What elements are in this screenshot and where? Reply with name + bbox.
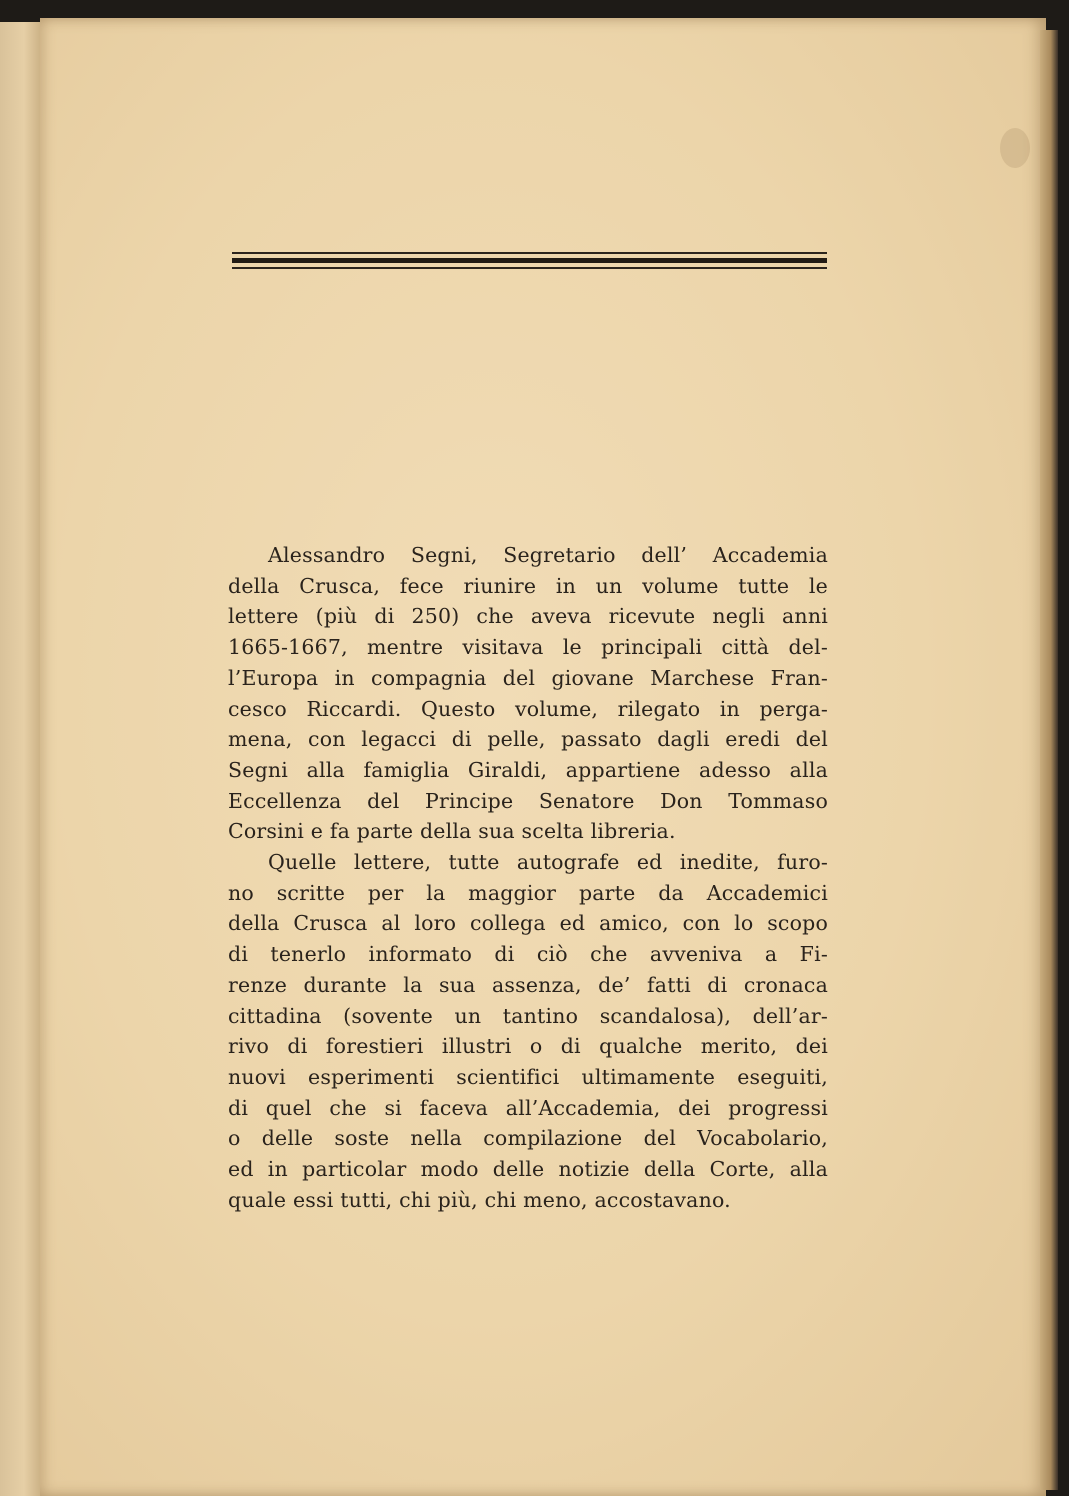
text-line: o delle soste nella compilazione del Vocabolario, xyxy=(228,1126,828,1151)
text-line: quale essi tutti, chi più, chi meno, accostavano. xyxy=(228,1187,731,1212)
text-line: Segni alla famiglia Giraldi, appartiene adesso alla xyxy=(228,757,828,782)
text-line: cittadina (sovente un tantino scandalosa), dell’ar- xyxy=(228,1003,828,1028)
facing-page-edge xyxy=(0,22,42,1496)
text-line: della Crusca al loro collega ed amico, con lo scopo xyxy=(228,911,828,936)
paragraph xyxy=(228,540,828,847)
text-line: l’Europa in compagnia del giovane Marchese Fran- xyxy=(228,665,828,690)
text-line: no scritte per la maggior parte da Accademici xyxy=(228,880,828,905)
text-line: lettere (più di 250) che aveva ricevute negli anni xyxy=(228,604,828,629)
headpiece-rule xyxy=(232,252,827,270)
body-text xyxy=(228,540,828,1215)
text-line: Alessandro Segni, Segretario dell’ Accademia xyxy=(268,543,828,567)
text-line: di quel che si faceva all’Accademia, dei progressi xyxy=(228,1095,828,1120)
text-line: renze durante la sua assenza, de’ fatti di cronaca xyxy=(228,972,828,997)
text-line: rivo di forestieri illustri o di qualche merito, dei xyxy=(228,1034,828,1059)
text-line: di tenerlo informato di ciò che avveniva a Fi- xyxy=(228,942,828,967)
text-line: 1665-1667, mentre visitava le principali città del- xyxy=(228,635,828,660)
paragraph xyxy=(228,847,828,1215)
text-line: Eccellenza del Principe Senatore Don Tommaso xyxy=(228,788,828,813)
text-line: della Crusca, fece riunire in un volume tutte le xyxy=(228,573,828,598)
text-line: cesco Riccardi. Questo volume, rilegato in perga- xyxy=(228,696,828,721)
text-line: nuovi esperimenti scientifici ultimamente eseguiti, xyxy=(228,1064,828,1089)
text-line: Corsini e fa parte della sua scelta libreria. xyxy=(228,819,676,844)
text-line: mena, con legacci di pelle, passato dagli eredi del xyxy=(228,727,828,752)
text-line: ed in particolar modo delle notizie della Corte, alla xyxy=(228,1157,828,1182)
page-fore-edge xyxy=(1040,30,1058,1490)
text-line: Quelle lettere, tutte autografe ed inedite, furo- xyxy=(268,850,828,875)
paper-stain xyxy=(1000,128,1030,168)
